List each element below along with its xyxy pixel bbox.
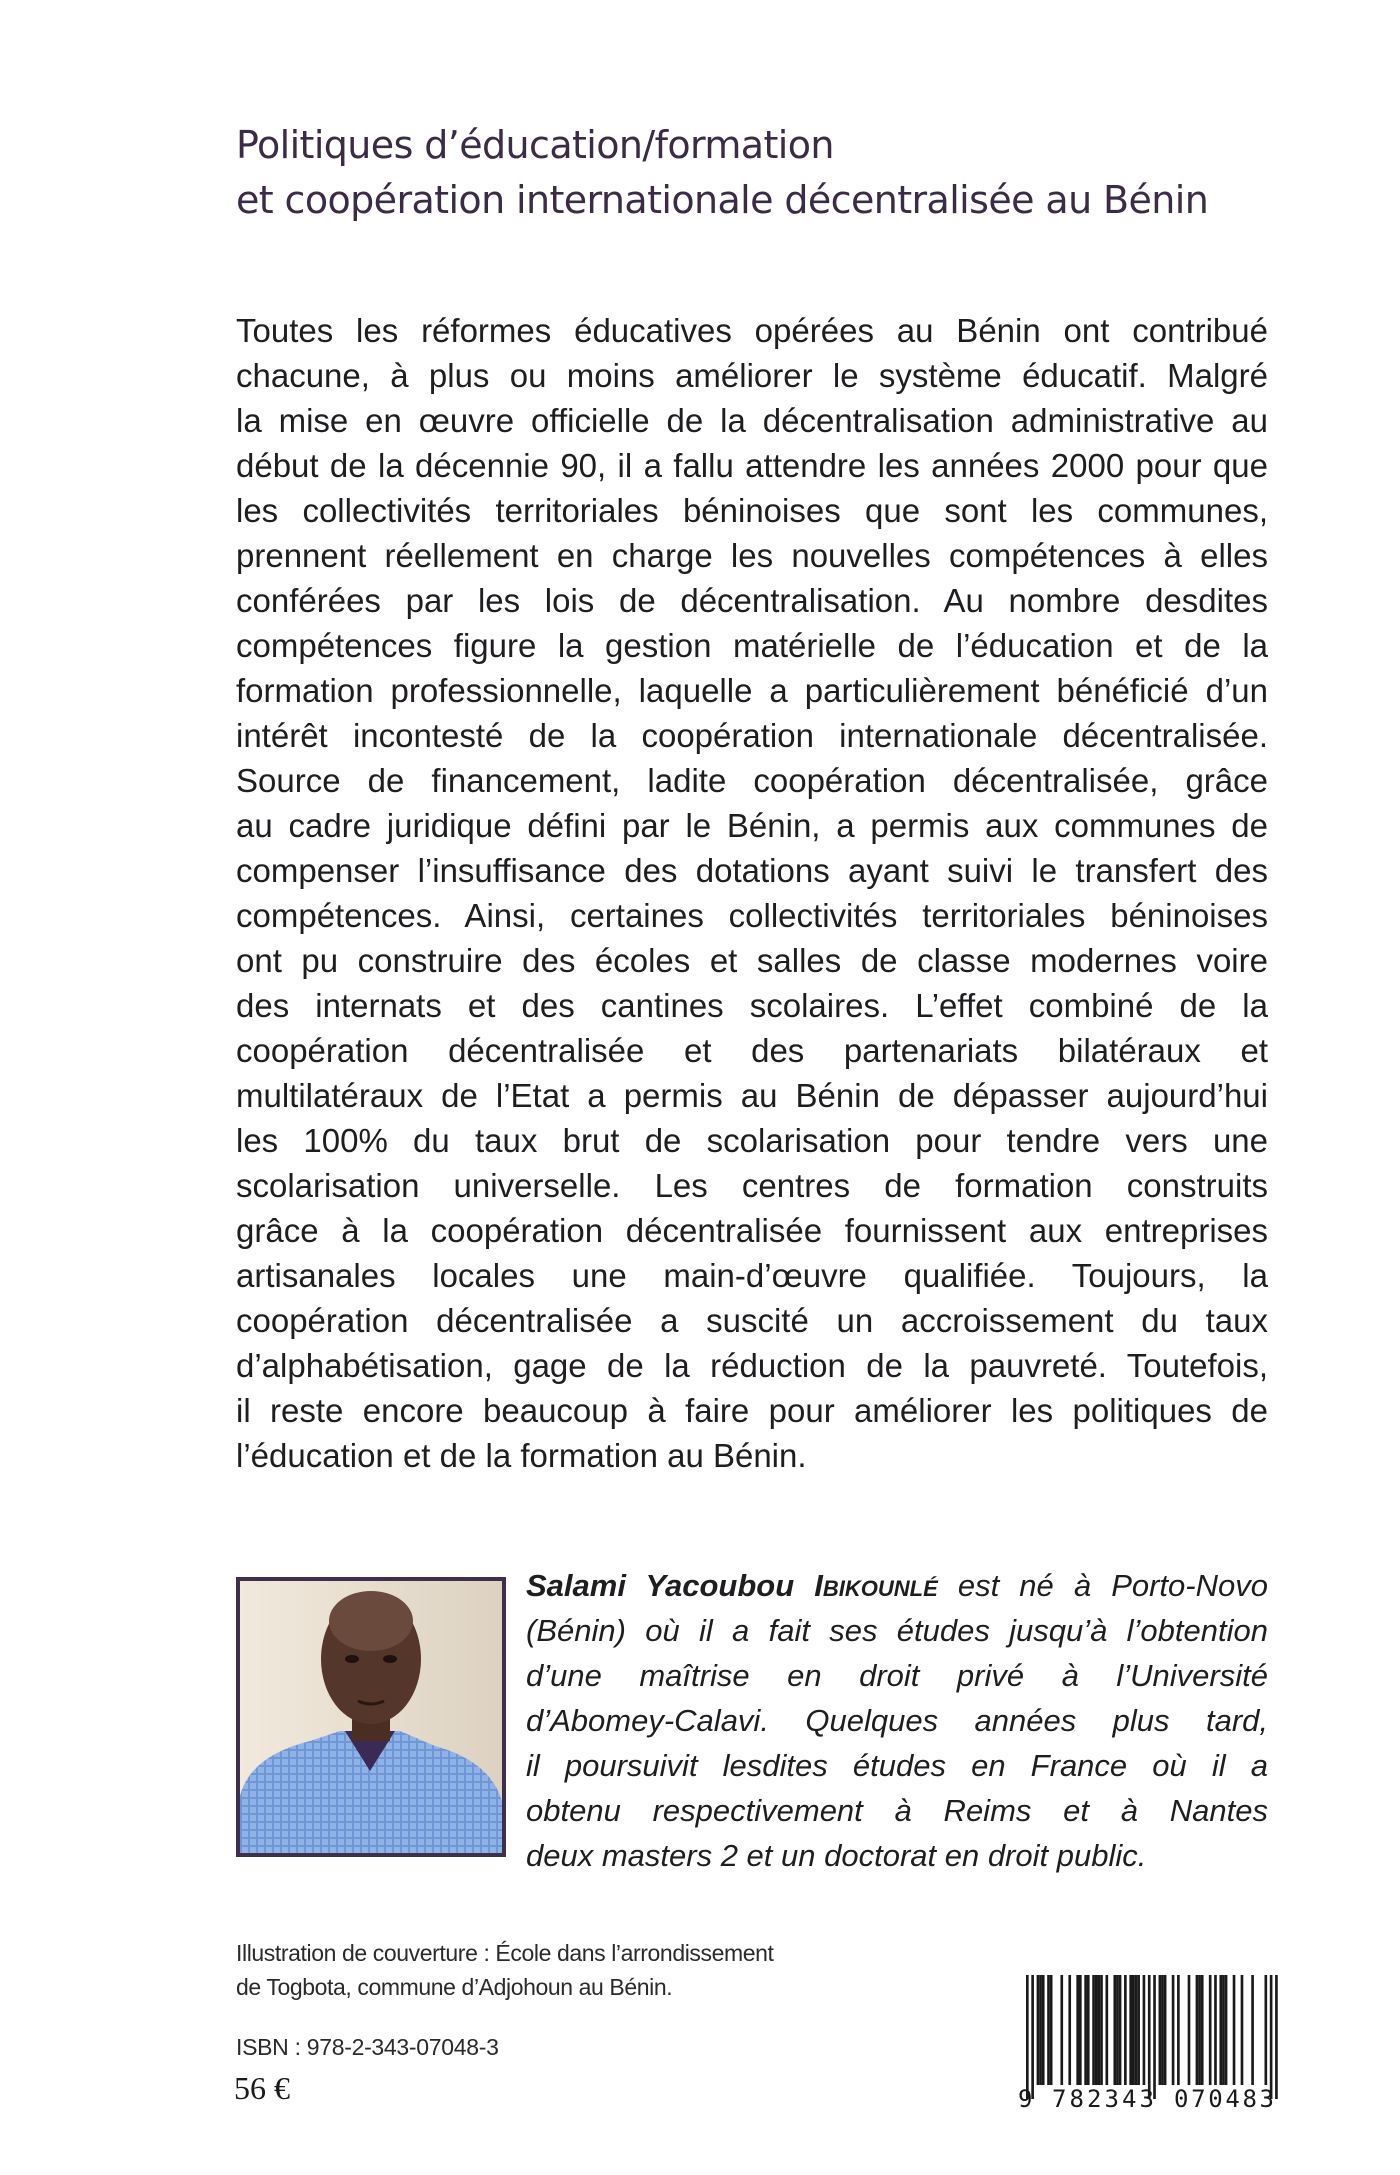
barcode-bar xyxy=(1251,1975,1254,2085)
barcode-bar xyxy=(1270,1975,1273,2099)
summary-line: chacune, à plus ou moins améliorer le système éducatif. Malgré xyxy=(236,357,1268,394)
barcode-left-digits: 782343 xyxy=(1052,2085,1154,2113)
barcode-bar xyxy=(1084,1975,1087,2085)
bio-line-1-text: est né à Porto-Novo xyxy=(937,1568,1268,1603)
summary-line: au cadre juridique défini par le Bénin, a permis aux communes de xyxy=(236,807,1268,844)
barcode-bar xyxy=(1092,1975,1095,2085)
barcode-bar xyxy=(1098,1975,1101,2085)
barcode-bar xyxy=(1050,1975,1053,2085)
summary-line: formation professionnelle, laquelle a particulièrement bénéficié d’un xyxy=(236,672,1268,709)
barcode-bar xyxy=(1129,1975,1132,2085)
barcode-bar xyxy=(1214,1975,1217,2085)
title-line-1: Politiques d’éducation/formation xyxy=(236,123,834,167)
barcode-bar xyxy=(1161,1975,1164,2085)
barcode-bar xyxy=(1196,1975,1199,2085)
summary-line: conférées par les lois de décentralisation. Au nombre desdites xyxy=(236,582,1268,619)
barcode-bar xyxy=(1137,1975,1140,2085)
barcode-bar xyxy=(1153,1975,1156,2099)
credit-line-1: Illustration de couverture : École dans l’arrondissement xyxy=(236,1940,774,1966)
barcode-bar xyxy=(1241,1975,1244,2085)
barcode-bar xyxy=(1100,1975,1103,2085)
summary-line: compenser l’insuffisance des dotations ayant suivi le transfert des xyxy=(236,852,1268,889)
barcode-bar xyxy=(1172,1975,1175,2085)
barcode-bar xyxy=(1225,1975,1228,2085)
summary-line: la mise en œuvre officielle de la décentralisation administrative au xyxy=(236,402,1268,439)
title-line-2: et coopération internationale décentralisée au Bénin xyxy=(236,178,1209,222)
book-title xyxy=(236,118,1208,228)
bio-line: obtenu respectivement à Reims et à Nantes xyxy=(526,1793,1268,1828)
barcode-bar xyxy=(1060,1975,1063,2085)
bio-line: d’une maîtrise en droit privé à l’Université xyxy=(526,1658,1268,1693)
summary-line: scolarisation universelle. Les centres de formation construits xyxy=(236,1167,1268,1204)
bio-line: d’Abomey-Calavi. Quelques années plus tard, xyxy=(526,1703,1268,1738)
barcode-bar xyxy=(1042,1975,1045,2085)
cover-illustration-credit xyxy=(236,1936,774,2004)
barcode-bar xyxy=(1106,1975,1109,2085)
barcode-bar xyxy=(1219,1975,1222,2085)
barcode-bar xyxy=(1076,1975,1079,2085)
summary-text xyxy=(236,308,1268,1478)
bio-line: (Bénin) où il a fait ses études jusqu’à l’obtention xyxy=(526,1613,1268,1648)
summary-line: multilatéraux de l’Etat a permis au Bénin de dépasser aujourd’hui xyxy=(236,1077,1268,1114)
barcode-bar xyxy=(1222,1975,1225,2085)
barcode-bar xyxy=(1079,1975,1082,2085)
barcode-bar xyxy=(1159,1975,1162,2085)
barcode-bar xyxy=(1026,1975,1029,2099)
barcode-bar xyxy=(1132,1975,1135,2085)
barcode-bar xyxy=(1124,1975,1127,2085)
barcode-bar xyxy=(1177,1975,1180,2085)
barcode-bar xyxy=(1037,1975,1040,2085)
summary-line: les collectivités territoriales béninoises que sont les communes, xyxy=(236,492,1268,529)
isbn: ISBN : 978-2-343-07048-3 xyxy=(236,2034,499,2060)
barcode-bar xyxy=(1095,1975,1098,2085)
barcode-bar xyxy=(1233,1975,1236,2085)
summary-line: grâce à la coopération décentralisée fournissent aux entreprises xyxy=(236,1212,1268,1249)
barcode-bar xyxy=(1275,1975,1278,2099)
barcode-bar xyxy=(1119,1975,1122,2085)
price: 56 € xyxy=(234,2070,290,2106)
summary-line: ont pu construire des écoles et salles de classe modernes voire xyxy=(236,942,1268,979)
summary-line: artisanales locales une main-d’œuvre qualifiée. Toujours, la xyxy=(236,1257,1268,1294)
summary-line: compétences. Ainsi, certaines collectivités territoriales béninoises xyxy=(236,897,1268,934)
summary-line: des internats et des cantines scolaires. L’effet combiné de la xyxy=(236,987,1268,1024)
barcode-bar xyxy=(1047,1975,1050,2085)
summary-line: coopération décentralisée a suscité un accroissement du taux xyxy=(236,1302,1268,1339)
barcode-bar xyxy=(1164,1975,1167,2085)
isbn-barcode xyxy=(1012,1975,1282,2115)
author-surname: Ibikounlé xyxy=(814,1568,938,1603)
summary-line: Source de financement, ladite coopération décentralisée, grâce xyxy=(236,762,1268,799)
barcode-bar xyxy=(1188,1975,1191,2085)
summary-line: les 100% du taux brut de scolarisation pour tendre vers une xyxy=(236,1122,1268,1159)
credit-line-2: de Togbota, commune d’Adjohoun au Bénin. xyxy=(236,1974,673,2000)
barcode-bar xyxy=(1116,1975,1119,2085)
barcode-bar xyxy=(1135,1975,1138,2085)
barcode-bar xyxy=(1201,1975,1204,2085)
barcode-bar xyxy=(1068,1975,1071,2085)
barcode-right-digits: 070483 xyxy=(1174,2085,1274,2113)
summary-line: prennent réellement en charge les nouvelles compétences à elles xyxy=(236,537,1268,574)
summary-line: intérêt incontesté de la coopération internationale décentralisée. xyxy=(236,717,1268,754)
bio-line: deux masters 2 et un doctorat en droit public. xyxy=(526,1838,1147,1873)
summary-line: compétences figure la gestion matérielle de l’éducation et de la xyxy=(236,627,1268,664)
author-name: Salami Yacoubou xyxy=(526,1568,795,1603)
bio-line: il poursuivit lesdites études en France où il a xyxy=(526,1748,1268,1783)
summary-line: il reste encore beaucoup à faire pour améliorer les politiques de xyxy=(236,1392,1268,1429)
bio-line xyxy=(526,1563,1268,1608)
barcode-bar xyxy=(1148,1975,1151,2099)
summary-line: Toutes les réformes éducatives opérées au Bénin ont contribué xyxy=(236,312,1268,349)
barcode-bar xyxy=(1209,1975,1212,2085)
summary-line: coopération décentralisée et des partenariats bilatéraux et xyxy=(236,1032,1268,1069)
barcode-bars xyxy=(1026,1975,1278,2099)
barcode-bar xyxy=(1031,1975,1034,2099)
barcode-bar xyxy=(1143,1975,1146,2085)
barcode-first-digit: 9 xyxy=(1018,2085,1033,2113)
barcode-bar xyxy=(1039,1975,1042,2085)
author-bio xyxy=(526,1563,1268,1878)
barcode-bar xyxy=(1113,1975,1116,2085)
barcode-bar xyxy=(1198,1975,1201,2085)
summary-line: d’alphabétisation, gage de la réduction de la pauvreté. Toutefois, xyxy=(236,1347,1268,1384)
author-photo xyxy=(236,1577,506,1857)
summary-line: début de la décennie 90, il a fallu attendre les années 2000 pour que xyxy=(236,447,1268,484)
barcode-bar xyxy=(1265,1975,1268,2085)
summary-line: l’éducation et de la formation au Bénin. xyxy=(236,1437,807,1474)
barcode-bar xyxy=(1087,1975,1090,2085)
